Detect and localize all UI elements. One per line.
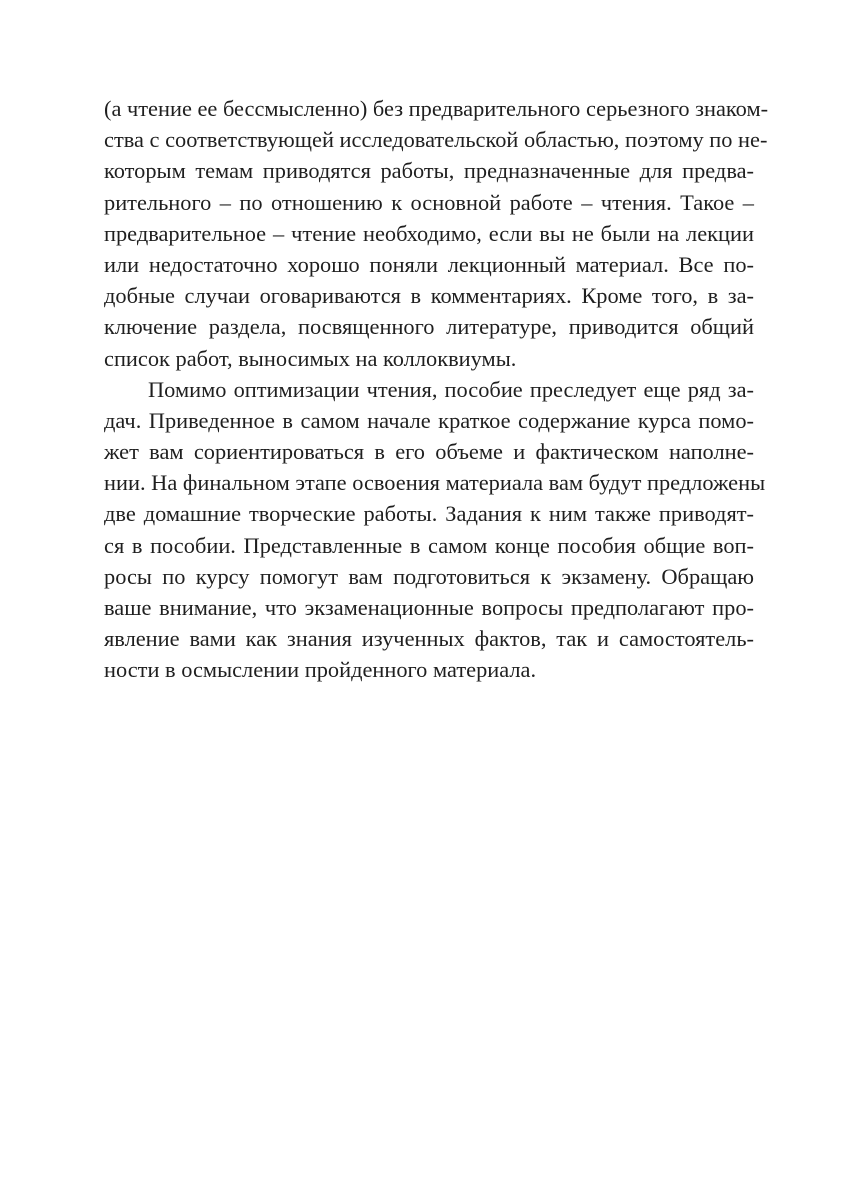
text-line: которым темам приводятся работы, предназначенные для предва- [104, 158, 754, 184]
text-line: добные случаи оговариваются в комментариях. Кроме того, в за- [104, 283, 754, 309]
text-line: Помимо оптимизации чтения, пособие преследует еще ряд за- [148, 376, 754, 402]
text-line: росы по курсу помогут вам подготовиться к экзамену. Обращаю [104, 563, 754, 589]
text-line: нии. На финальном этапе освоения материала вам будут предложены [104, 470, 766, 496]
text-line: дач. Приведенное в самом начале краткое содержание курса помо- [104, 407, 754, 433]
text-line: рительного – по отношению к основной работе – чтения. Такое – [104, 189, 754, 215]
text-line: две домашние творческие работы. Задания к ним также приводят- [104, 501, 754, 527]
text-line: жет вам сориентироваться в его объеме и фактическом наполне- [104, 439, 754, 465]
paragraph-2 [104, 374, 766, 686]
text-line: ства с соответствующей исследовательской областью, поэтому по не- [104, 127, 768, 153]
body-text [104, 93, 769, 686]
text-line: ности в осмыслении пройденного материала. [104, 657, 537, 683]
text-line: ваше внимание, что экзаменационные вопросы предполагают про- [104, 595, 754, 620]
text-line: ся в пособии. Представленные в самом конце пособия общие воп- [104, 532, 754, 558]
text-line: (а чтение ее бессмысленно) без предварительного серьезного знаком- [104, 96, 769, 121]
text-line: явление вами как знания изученных фактов, так и самостоятель- [104, 626, 754, 652]
text-line: список работ, выносимых на коллоквиумы. [104, 345, 517, 371]
text-line: ключение раздела, посвященного литературе, приводится общий [104, 314, 754, 340]
text-line: или недостаточно хорошо поняли лекционный материал. Все по- [104, 251, 754, 277]
text-line: предварительное – чтение необходимо, если вы не были на лекции [104, 220, 754, 246]
paragraph-1 [104, 93, 769, 374]
